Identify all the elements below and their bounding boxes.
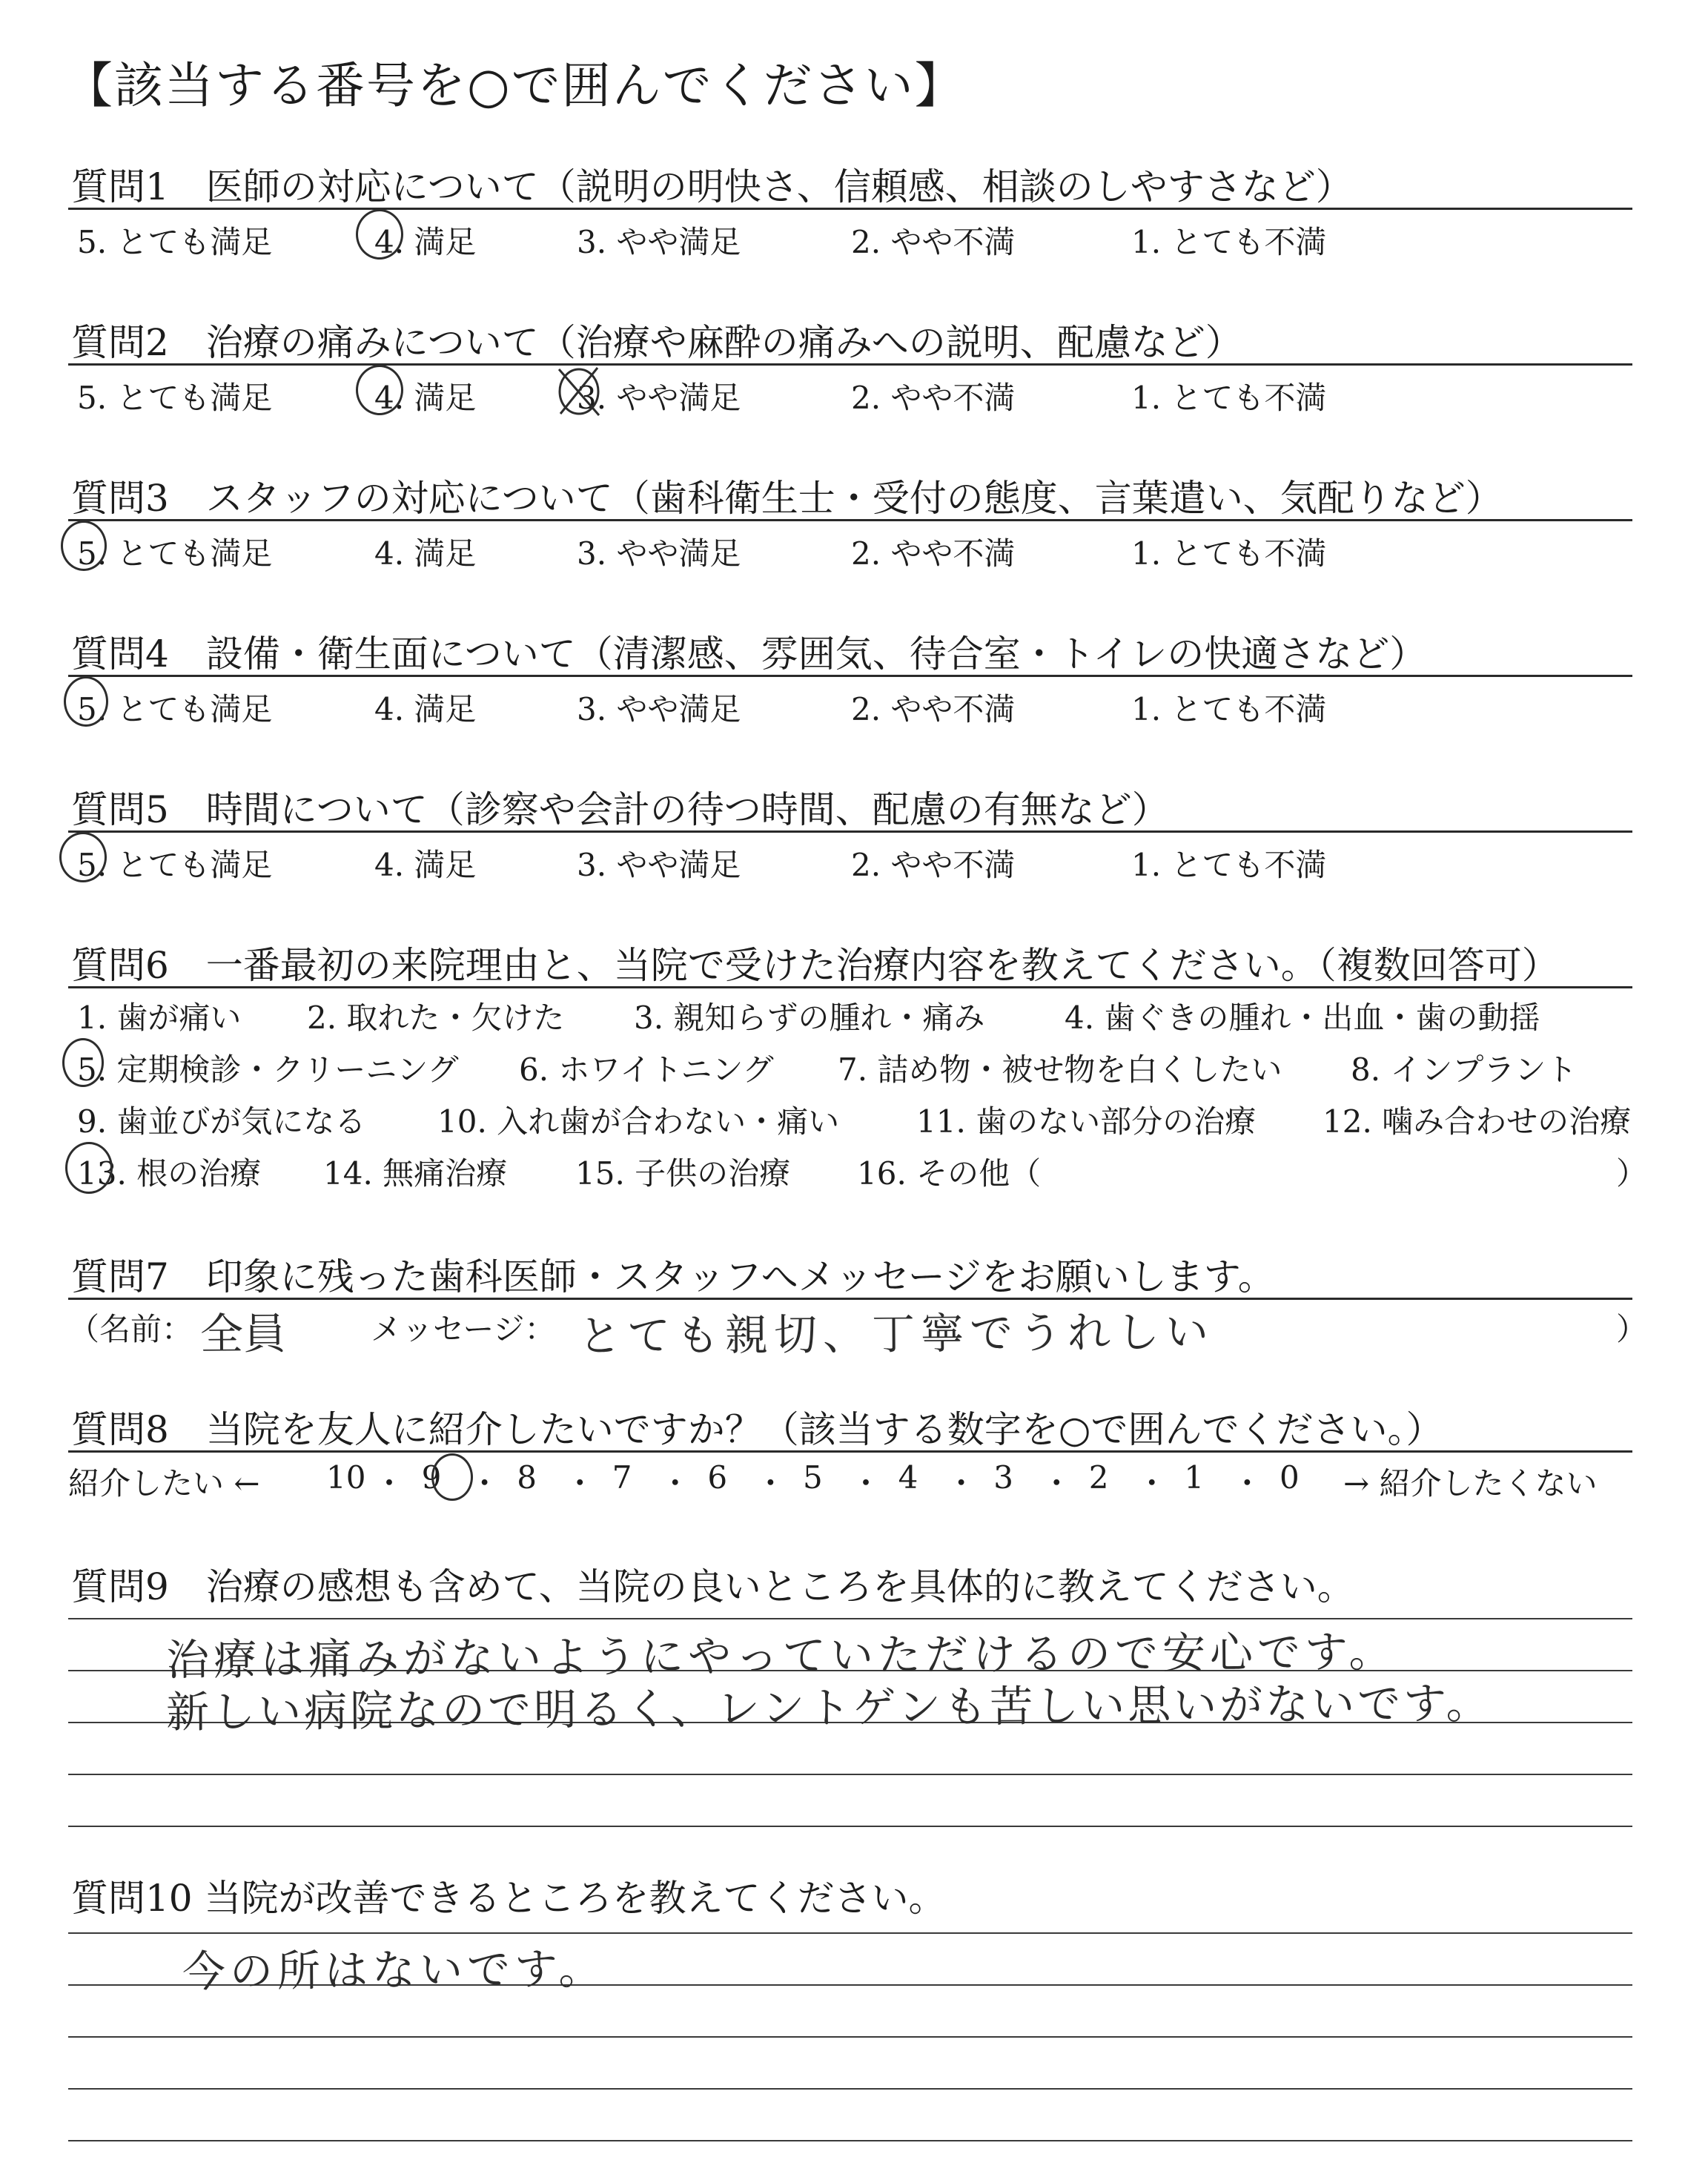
q6-option-6[interactable]: 6. ホワイトニング bbox=[519, 1051, 774, 1088]
q8-scale-separator: ・ bbox=[1231, 1465, 1263, 1502]
q8-left-label: 紹介したい ← bbox=[68, 1465, 260, 1502]
q6-selection-circle-5 bbox=[62, 1038, 104, 1087]
q8-scale-value-2[interactable]: 2 bbox=[1088, 1459, 1109, 1496]
q3-option-1[interactable]: 1. とても不満 bbox=[1131, 535, 1327, 572]
q6-other-close-paren: ） bbox=[1616, 1155, 1648, 1192]
q6-option-7[interactable]: 7. 詰め物・被せ物を白くしたい bbox=[838, 1051, 1282, 1088]
q8-scale-separator: ・ bbox=[1136, 1465, 1168, 1502]
question-8-title: 質問8 当院を友人に紹介したいですか？（該当する数字を○で囲んでください。） bbox=[71, 1408, 1443, 1451]
q4-option-4[interactable]: 4. 満足 bbox=[374, 691, 477, 727]
writing-line bbox=[68, 1618, 1632, 1619]
q3-option-4[interactable]: 4. 満足 bbox=[374, 535, 477, 572]
q8-scale-value-1[interactable]: 1 bbox=[1184, 1459, 1205, 1496]
q1-option-1[interactable]: 1. とても不満 bbox=[1131, 224, 1327, 260]
q7-message-handwritten[interactable]: とても親切、丁寧でうれしい bbox=[577, 1307, 1215, 1361]
q3-option-5[interactable]: 5. とても満足 bbox=[77, 535, 273, 572]
q4-option-2[interactable]: 2. やや不満 bbox=[851, 691, 1016, 727]
q2-option-4[interactable]: 4. 満足 bbox=[374, 380, 477, 416]
divider bbox=[68, 363, 1632, 366]
q7-message-label: メッセージ： bbox=[371, 1311, 556, 1347]
divider bbox=[68, 986, 1632, 988]
question-2-title: 質問2 治療の痛みについて（治療や麻酔の痛みへの説明、配慮など） bbox=[71, 321, 1242, 364]
q1-option-4[interactable]: 4. 満足 bbox=[374, 224, 477, 260]
q6-option-12[interactable]: 12. 噛み合わせの治療 bbox=[1323, 1103, 1632, 1140]
q8-scale-value-7[interactable]: 7 bbox=[612, 1459, 632, 1496]
q1-option-2[interactable]: 2. やや不満 bbox=[851, 224, 1016, 260]
writing-line bbox=[68, 1774, 1632, 1775]
q6-option-16[interactable]: 16. その他（ bbox=[857, 1155, 1042, 1192]
q5-option-2[interactable]: 2. やや不満 bbox=[851, 847, 1016, 883]
question-7-title: 質問7 印象に残った歯科医師・スタッフへメッセージをお願いします。 bbox=[71, 1255, 1275, 1298]
q2-option-5[interactable]: 5. とても満足 bbox=[77, 380, 273, 416]
q5-option-3[interactable]: 3. やや満足 bbox=[577, 847, 741, 883]
question-9-title: 質問9 治療の感想も含めて、当院の良いところを具体的に教えてください。 bbox=[71, 1565, 1354, 1608]
writing-line bbox=[68, 1826, 1632, 1827]
q1-selection-circle bbox=[356, 209, 403, 260]
page-title: 【該当する番号を○で囲んでください】 bbox=[64, 57, 965, 114]
q8-scale-value-8[interactable]: 8 bbox=[517, 1459, 537, 1496]
question-6-title: 質問6 一番最初の来院理由と、当院で受けた治療内容を教えてください。（複数回答可） bbox=[71, 944, 1559, 987]
q6-option-11[interactable]: 11. 歯のない部分の治療 bbox=[916, 1103, 1257, 1140]
q3-option-2[interactable]: 2. やや不満 bbox=[851, 535, 1016, 572]
q6-option-1[interactable]: 1. 歯が痛い bbox=[77, 1000, 242, 1036]
q2-option-2[interactable]: 2. やや不満 bbox=[851, 380, 1016, 416]
q8-scale-separator: ・ bbox=[1041, 1465, 1073, 1502]
question-1-title: 質問1 医師の対応について（説明の明快さ、信頼感、相談のしやすさなど） bbox=[71, 165, 1353, 208]
writing-line bbox=[68, 1932, 1632, 1934]
q8-scale-separator: ・ bbox=[374, 1465, 406, 1502]
question-5-title: 質問5 時間について（診察や会計の待つ時間、配慮の有無など） bbox=[71, 788, 1169, 831]
q6-option-8[interactable]: 8. インプラント bbox=[1351, 1051, 1578, 1088]
q8-scale-value-3[interactable]: 3 bbox=[993, 1459, 1013, 1496]
q8-scale-value-4[interactable]: 4 bbox=[898, 1459, 918, 1496]
q8-selection-circle bbox=[431, 1453, 473, 1501]
divider bbox=[68, 830, 1632, 833]
q6-option-15[interactable]: 15. 子供の治療 bbox=[575, 1155, 791, 1192]
divider bbox=[68, 1450, 1632, 1453]
question-4-title: 質問4 設備・衛生面について（清潔感、雰囲気、待合室・トイレの快適さなど） bbox=[71, 633, 1427, 676]
q9-answer-line-2[interactable]: 新しい病院なので明るく、レントゲンも苦しい思いがないです。 bbox=[165, 1677, 1492, 1738]
q4-selection-circle bbox=[64, 676, 108, 727]
q5-option-4[interactable]: 4. 満足 bbox=[374, 847, 477, 883]
q10-answer-line-1[interactable]: 今の所はないです。 bbox=[182, 1943, 606, 1997]
q6-option-9[interactable]: 9. 歯並びが気になる bbox=[77, 1103, 366, 1140]
q2-option-1[interactable]: 1. とても不満 bbox=[1131, 380, 1327, 416]
q8-scale-value-5[interactable]: 5 bbox=[803, 1459, 823, 1496]
q3-selection-circle bbox=[61, 521, 107, 571]
q2-selection-circle bbox=[356, 365, 403, 415]
q8-scale-separator: ・ bbox=[850, 1465, 882, 1502]
q1-option-3[interactable]: 3. やや満足 bbox=[577, 224, 741, 260]
q8-scale-separator: ・ bbox=[659, 1465, 691, 1502]
q8-scale-separator: ・ bbox=[945, 1465, 977, 1502]
writing-line bbox=[68, 2140, 1632, 2141]
divider bbox=[68, 675, 1632, 677]
q5-option-5[interactable]: 5. とても満足 bbox=[77, 847, 273, 883]
q5-option-1[interactable]: 1. とても不満 bbox=[1131, 847, 1327, 883]
q8-scale-separator: ・ bbox=[755, 1465, 787, 1502]
question-10-title: 質問10 当院が改善できるところを教えてください。 bbox=[71, 1877, 946, 1920]
divider bbox=[68, 208, 1632, 210]
q8-scale-separator: ・ bbox=[564, 1465, 596, 1502]
q8-scale-value-9[interactable]: 9 bbox=[421, 1459, 442, 1496]
q6-option-14[interactable]: 14. 無痛治療 bbox=[323, 1155, 508, 1192]
q8-scale-value-6[interactable]: 6 bbox=[707, 1459, 728, 1496]
q3-option-3[interactable]: 3. やや満足 bbox=[577, 535, 741, 572]
q2-crossed-out-mark bbox=[555, 362, 603, 420]
divider bbox=[68, 519, 1632, 521]
q6-option-3[interactable]: 3. 親知らずの腫れ・痛み bbox=[634, 1000, 985, 1036]
q8-right-label: → 紹介したくない bbox=[1343, 1465, 1598, 1502]
q6-option-5[interactable]: 5. 定期検診・クリーニング bbox=[77, 1051, 459, 1088]
q6-option-2[interactable]: 2. 取れた・欠けた bbox=[307, 1000, 565, 1036]
q6-option-4[interactable]: 4. 歯ぐきの腫れ・出血・歯の動揺 bbox=[1065, 1000, 1540, 1036]
q4-option-5[interactable]: 5. とても満足 bbox=[77, 691, 273, 727]
q6-option-13[interactable]: 13. 根の治療 bbox=[77, 1155, 262, 1192]
q4-option-1[interactable]: 1. とても不満 bbox=[1131, 691, 1327, 727]
q2-option-3[interactable]: 3. やや満足 bbox=[577, 380, 741, 416]
writing-line bbox=[68, 2036, 1632, 2038]
q5-selection-circle bbox=[59, 832, 107, 882]
q8-scale-separator: ・ bbox=[469, 1465, 500, 1502]
q4-option-3[interactable]: 3. やや満足 bbox=[577, 691, 741, 727]
q7-close-paren: ） bbox=[1616, 1311, 1648, 1347]
question-3-title: 質問3 スタッフの対応について（歯科衛生士・受付の態度、言葉遣い、気配りなど） bbox=[71, 477, 1503, 520]
q1-option-5[interactable]: 5. とても満足 bbox=[77, 224, 273, 260]
q7-name-handwritten[interactable]: 全員 bbox=[199, 1308, 287, 1360]
q6-selection-circle-13 bbox=[65, 1142, 113, 1194]
writing-line bbox=[68, 2088, 1632, 2090]
q9-answer-line-1[interactable]: 治療は痛みがないようにやっていただけるので安心です。 bbox=[165, 1626, 1397, 1685]
q7-name-label: （名前： bbox=[68, 1311, 193, 1347]
q8-scale-value-10[interactable]: 10 bbox=[326, 1459, 366, 1496]
q6-option-10[interactable]: 10. 入れ歯が合わない・痛い bbox=[437, 1103, 840, 1140]
q8-scale-value-0[interactable]: 0 bbox=[1280, 1459, 1300, 1496]
